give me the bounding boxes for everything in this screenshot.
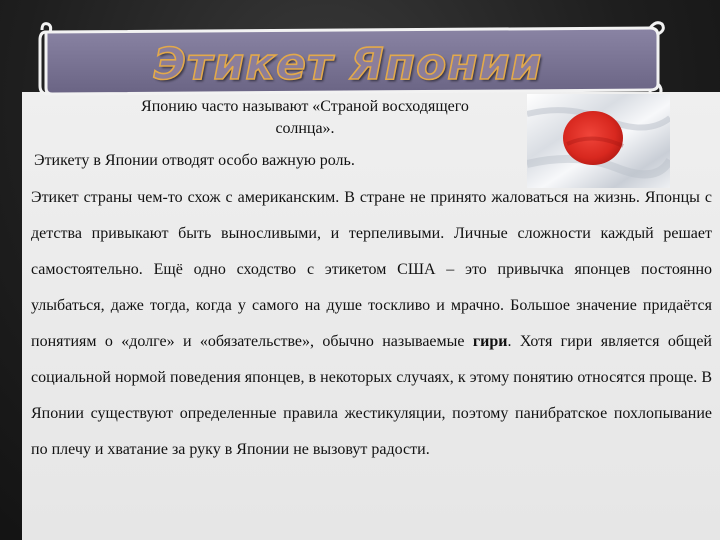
body-text-part-1: Этикет страны чем-то схож с американским. В стране не принято жаловаться на жизнь. Японцы с детства привыкают быть выносливыми, и терпеливыми. Личные сложности каждый решает самостоятельно. Ещё одно сходство с этикетом США – это привычка японцев постоянно улыбаться, даже тогда, когда у самого на душе тоскливо и мрачно. Большое значение придаётся понятиям о «долге» и «обязательстве», обычно называемые [31,189,712,350]
intro-text: Японию часто называют «Страной восходящего солнца». [141,98,469,137]
body-paragraph [31,180,712,468]
lead-paragraph: Этикету в Японии отводят особо важную роль. [34,152,355,169]
title-scroll-banner [38,18,666,102]
giri-term: гири [472,333,508,350]
slide-title: Этикет Японии [153,38,543,90]
body-text-part-2: . Хотя гири является общей социальной нормой поведения японцев, в некоторых случаях, к этому понятию относятся проще. В Японии существуют определенные правила жестикуляции, поэтому панибратское похлопывание по плечу и хватание за руку в Японии не вызовут радости. [31,333,712,458]
japan-flag-icon [527,94,670,188]
